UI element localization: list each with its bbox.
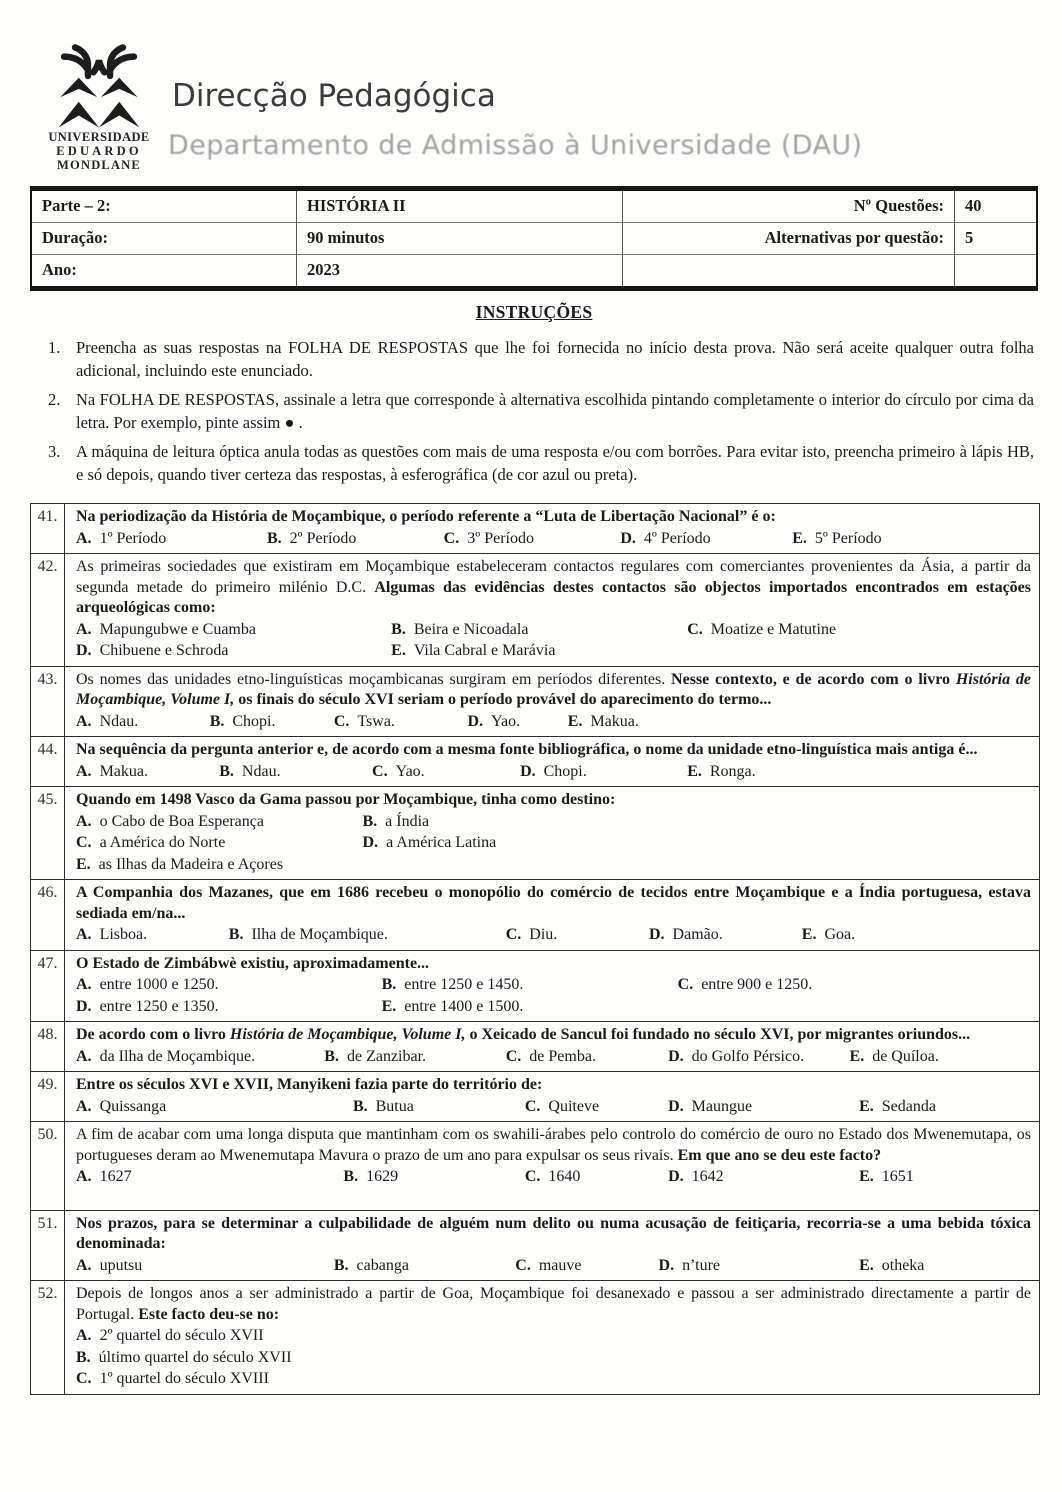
question-body [65, 1122, 1039, 1210]
question-stem [76, 1284, 1031, 1325]
option-43-c [334, 712, 468, 733]
options-row [76, 833, 1031, 854]
question-number: 41. [31, 504, 65, 553]
stem-segment: De acordo com o livro [76, 1026, 230, 1043]
option-letter: B. [352, 1097, 368, 1115]
option-42-d [76, 641, 391, 662]
question-number: 51. [31, 1211, 65, 1281]
question-number: 49. [31, 1072, 65, 1121]
option-text: entre 1000 e 1250. [99, 976, 219, 993]
option-text: Goa. [824, 926, 856, 943]
option-text: cabanga [356, 1256, 409, 1274]
option-letter: D. [668, 1097, 684, 1115]
question-stem [76, 954, 1031, 975]
option-text: Chibuene e Schroda [99, 642, 229, 659]
option-42-b [391, 620, 687, 641]
option-letter: B. [362, 812, 378, 830]
options-row [76, 975, 1031, 996]
option-letter: A. [76, 1327, 92, 1344]
option-44-a [76, 762, 219, 783]
option-letter: A. [76, 620, 92, 638]
stem-segment: Nos prazos, para se determinar a culpabilidade de alguém num delito ou numa acusação de feitiçaria, recorria-se a uma bebida tóxica denominada: [76, 1214, 1031, 1252]
option-49-c [525, 1097, 668, 1118]
option-text: Ndau. [241, 762, 281, 780]
option-46-a [76, 925, 229, 946]
stem-segment: Nesse contexto, e de acordo com o livro [671, 670, 956, 688]
option-text: Makua. [590, 712, 639, 730]
option-text: entre 900 e 1250. [701, 976, 813, 993]
option-letter: A. [76, 1168, 92, 1185]
stem-segment: O Estado de Zimbábwè existiu, aproximadamente... [76, 954, 430, 972]
option-letter: E. [801, 926, 817, 943]
option-text: da Ilha de Moçambique. [99, 1047, 256, 1065]
question-stem [76, 740, 1031, 761]
option-letter: B. [209, 712, 225, 730]
option-letter: E. [687, 762, 702, 780]
question-row [31, 1022, 1039, 1072]
logo-line2: EDUARDO [56, 144, 142, 158]
question-number: 42. [31, 554, 65, 666]
info-value-alternativas: 5 [954, 222, 1036, 254]
question-number: 46. [31, 880, 65, 950]
instructions-title: INSTRUÇÕES [475, 302, 593, 322]
question-body [65, 1072, 1039, 1121]
option-text: Vila Cabral e Marávia [413, 642, 556, 659]
option-letter: E. [76, 855, 91, 873]
stem-segment: A fim de acabar com uma longa disputa que mantinham com os swahili-árabes pelo controlo do comércio de ouro no Estado dos Mwenemutapa, os portugueses deram ao Mwenemutapa Mavura o prazo de um ano para expulsar os seus rivais. [76, 1126, 1031, 1164]
stem-segment: Quando em 1498 Vasco da Gama passou por Moçambique, tinha como destino: [76, 791, 616, 808]
option-text: entre 1250 e 1450. [404, 976, 524, 993]
stem-segment: Depois de longos anos a ser administrado a partir de Goa, Moçambique foi desanexado e passou a ser administrado directamente a partir de Portugal. [76, 1285, 1031, 1323]
option-42-e [391, 641, 555, 662]
question-body [65, 787, 1039, 879]
option-45-a [76, 812, 363, 833]
question-number: 44. [31, 737, 65, 786]
question-row [31, 737, 1039, 787]
question-row [31, 787, 1039, 880]
question-row [31, 504, 1039, 554]
option-47-b [382, 975, 678, 996]
option-letter: B. [219, 762, 234, 780]
options-row [76, 1348, 1031, 1369]
option-letter: E. [792, 529, 807, 547]
option-48-b [324, 1047, 505, 1068]
instruction-text: Na FOLHA DE RESPOSTAS, assinale a letra que corresponde à alternativa escolhida pintando completamente o interior do círculo por cima da letra. Por exemplo, pinte assim ● . [76, 389, 1034, 433]
option-text: mauve [538, 1256, 582, 1274]
option-text: 3º Período [467, 529, 534, 547]
option-47-e [382, 997, 524, 1018]
info-value-duracao: 90 minutos [296, 222, 622, 254]
option-50-d [668, 1167, 859, 1188]
option-42-a [76, 620, 391, 641]
question-stem [76, 670, 1031, 711]
options-row [76, 1369, 1031, 1390]
option-text: 1627 [99, 1168, 132, 1185]
option-49-b [353, 1097, 525, 1118]
instruction-text: Preencha as suas respostas na FOLHA DE RESPOSTAS que lhe foi fornecida no início desta prova. Não será aceite qualquer outra folha adicional, incluindo este enunciado. [76, 338, 1034, 381]
option-46-c [506, 925, 649, 946]
question-number: 50. [31, 1122, 65, 1210]
options-row [76, 1097, 1031, 1118]
question-stem [76, 1075, 1031, 1096]
question-row [31, 1122, 1039, 1211]
question-body [65, 1211, 1039, 1281]
option-text: 1629 [366, 1168, 399, 1185]
option-letter: C. [333, 712, 350, 730]
option-letter: B. [333, 1256, 349, 1274]
page-header [0, 0, 1062, 186]
option-49-d [668, 1097, 859, 1118]
option-text: n’ture [682, 1256, 721, 1274]
option-41-e [792, 529, 881, 550]
question-stem [76, 1125, 1031, 1166]
option-text: Mapungubwe e Cuamba [99, 620, 256, 638]
option-letter: C. [76, 834, 92, 851]
option-letter: C. [505, 926, 522, 943]
info-cell-empty2 [954, 254, 1036, 286]
option-text: Maungue [691, 1097, 753, 1115]
options-row [76, 712, 1031, 733]
question-stem [76, 557, 1031, 619]
instruction-number: 1. [48, 338, 61, 357]
option-text: entre 1400 e 1500. [404, 997, 524, 1015]
option-text: uputsu [99, 1256, 143, 1274]
option-text: Quissanga [99, 1097, 167, 1115]
question-body [65, 737, 1039, 786]
options-row [76, 925, 1031, 946]
logo-text [38, 130, 160, 172]
option-letter: B. [324, 1047, 339, 1065]
options-row [76, 529, 1031, 550]
option-text: último quartel do século XVII [98, 1348, 292, 1366]
options-row [76, 997, 1031, 1018]
option-46-e [802, 925, 855, 946]
option-letter: A. [76, 1047, 92, 1065]
option-letter: D. [620, 529, 636, 547]
option-text: de Zanzibar. [346, 1047, 427, 1065]
option-46-b [229, 925, 506, 946]
option-43-a [76, 712, 210, 733]
option-50-e [859, 1167, 914, 1188]
question-row [31, 554, 1039, 667]
option-51-a [76, 1256, 334, 1277]
option-letter: E. [567, 712, 583, 730]
option-text: otheka [881, 1256, 925, 1274]
question-stem [76, 1025, 1031, 1046]
option-letter: A. [76, 529, 92, 547]
option-45-c [76, 833, 363, 854]
stem-segment: Entre os séculos XVI e XVII, Manyikeni fazia parte do território de: [76, 1076, 543, 1093]
option-letter: A. [76, 926, 92, 943]
option-41-c [444, 529, 621, 550]
option-text: de Pemba. [529, 1047, 596, 1065]
option-43-e [568, 712, 639, 733]
question-body [65, 554, 1039, 666]
stem-segment: Os nomes das unidades etno-linguísticas moçambicanas surgiram em períodos diferentes. [76, 670, 672, 688]
option-text: Lisboa. [99, 926, 148, 943]
option-text: Tswa. [357, 712, 395, 730]
info-value-ano: 2023 [296, 254, 622, 286]
info-value-num-questoes: 40 [954, 191, 1036, 222]
option-letter: B. [228, 926, 244, 943]
option-letter: D. [668, 1168, 684, 1185]
options-row [76, 1326, 1031, 1347]
question-body [65, 1281, 1039, 1394]
question-body [65, 504, 1039, 553]
option-45-b [363, 812, 430, 833]
option-text: Quiteve [548, 1097, 600, 1115]
option-52-b [76, 1348, 292, 1369]
stem-segment: História de Moçambique, Volume I, [76, 670, 1031, 708]
option-letter: B. [381, 976, 397, 993]
option-50-b [343, 1167, 524, 1188]
info-value-subject: HISTÓRIA II [296, 191, 622, 222]
option-letter: C. [76, 1370, 92, 1387]
option-46-d [649, 925, 802, 946]
page-subtitle: Departamento de Admissão à Universidade (DAU) [168, 130, 863, 161]
option-49-e [859, 1097, 936, 1118]
question-row [31, 667, 1039, 738]
question-number: 48. [31, 1022, 65, 1071]
option-45-d [363, 833, 497, 854]
option-letter: C. [443, 529, 460, 547]
option-letter: C. [677, 976, 694, 993]
option-letter: D. [362, 834, 379, 851]
option-51-e [859, 1256, 924, 1277]
option-letter: A. [76, 762, 92, 780]
option-letter: E. [859, 1256, 874, 1274]
question-number: 47. [31, 951, 65, 1022]
instructions-section [30, 302, 1038, 492]
option-52-a [76, 1326, 264, 1347]
option-text: a América Latina [386, 834, 497, 851]
option-50-c [525, 1167, 668, 1188]
option-text: Ilha de Moçambique. [251, 926, 388, 943]
instruction-item [30, 388, 1038, 435]
option-text: a América do Norte [99, 834, 226, 851]
option-42-c [687, 620, 836, 641]
option-44-b [219, 762, 372, 783]
option-letter: C. [524, 1097, 541, 1115]
option-48-c [506, 1047, 668, 1068]
option-letter: A. [76, 812, 92, 830]
stem-segment: As primeiras sociedades que existiram em Moçambique estabeleceram contactos regulares com comerciantes provenientes da Ásia, a partir da segunda metade do primeiro milénio D.C. [76, 558, 1031, 596]
option-letter: A. [76, 712, 92, 730]
options-row [76, 641, 1031, 662]
option-text: Beira e Nicoadala [413, 620, 529, 638]
option-text: 4º Período [643, 529, 711, 547]
question-stem [76, 790, 1031, 811]
option-44-c [372, 762, 520, 783]
option-43-b [210, 712, 334, 733]
options-row [76, 1167, 1031, 1188]
option-letter: D. [648, 926, 665, 943]
info-label-alternativas: Alternativas por questão: [622, 222, 954, 254]
question-body [65, 667, 1039, 737]
option-letter: D. [668, 1047, 684, 1065]
option-letter: C. [524, 1168, 541, 1185]
option-52-c [76, 1369, 269, 1390]
instruction-text: A máquina de leitura óptica anula todas as questões com mais de uma resposta e/ou com borrões. Para evitar isto, preencha primeiro à lápis HB, e só depois, quando tiver certeza das respostas, à esferográfica (de cor azul ou preta). [76, 441, 1034, 485]
option-letter: E. [391, 642, 406, 659]
uem-logo [38, 44, 160, 172]
option-text: 1642 [691, 1168, 724, 1185]
option-text: de Quíloa. [872, 1047, 939, 1065]
option-text: 1651 [881, 1168, 914, 1185]
option-text: Moatize e Matutine [710, 620, 837, 638]
options-row [76, 762, 1031, 783]
question-body [65, 951, 1039, 1022]
option-text: do Golfo Pérsico. [691, 1047, 805, 1065]
option-text: 5º Período [814, 529, 882, 547]
question-number: 45. [31, 787, 65, 879]
option-text: 2º Período [289, 529, 357, 547]
option-letter: B. [391, 620, 406, 638]
option-48-a [76, 1047, 324, 1068]
option-letter: C. [515, 1256, 531, 1274]
option-text: Yao. [491, 712, 521, 730]
instruction-item [30, 336, 1038, 383]
stem-segment: os finais do século XVI seriam o período provável do aparecimento do termo... [234, 691, 772, 708]
option-44-d [520, 762, 687, 783]
options-row [76, 812, 1031, 833]
question-row [31, 951, 1039, 1023]
option-text: 1º Período [99, 529, 167, 547]
option-47-c [678, 975, 813, 996]
options-row [76, 1047, 1031, 1068]
option-letter: C. [505, 1047, 522, 1065]
option-letter: D. [76, 642, 92, 659]
question-body [65, 880, 1039, 950]
option-letter: D. [658, 1256, 675, 1274]
options-row [76, 620, 1031, 641]
instruction-number: 2. [48, 389, 61, 409]
option-letter: C. [687, 620, 703, 638]
option-text: Chopi. [543, 762, 587, 780]
options-row [76, 855, 1031, 876]
option-letter: E. [381, 997, 397, 1015]
logo-line1: UNIVERSIDADE [48, 130, 150, 144]
question-row [31, 880, 1039, 951]
info-label-parte: Parte – 2: [42, 196, 111, 215]
option-51-d [659, 1256, 860, 1277]
options-row [76, 1256, 1031, 1277]
question-stem [76, 507, 1031, 528]
option-letter: D. [520, 762, 536, 780]
option-43-d [468, 712, 568, 733]
option-text: o Cabo de Boa Esperança [99, 812, 264, 830]
instruction-number: 3. [48, 441, 61, 461]
option-49-a [76, 1097, 353, 1118]
option-text: Butua [375, 1097, 414, 1115]
option-letter: E. [859, 1097, 874, 1115]
option-text: Chopi. [232, 712, 276, 730]
info-label-num-questoes: Nº Questões: [622, 191, 954, 222]
option-text: Yao. [395, 762, 425, 780]
stem-segment: Na periodização da História de Moçambique, o período referente a “Luta de Libertação Nacional” é o: [76, 508, 776, 525]
question-stem [76, 883, 1031, 924]
question-row [31, 1281, 1039, 1395]
option-48-e [850, 1047, 939, 1068]
option-letter: A. [76, 1097, 92, 1115]
stem-segment: Em que ano se deu este facto? [677, 1146, 882, 1164]
option-text: Damão. [672, 926, 723, 943]
option-text: Ronga. [709, 762, 756, 780]
question-number: 52. [31, 1281, 65, 1394]
option-letter: D. [467, 712, 484, 730]
stem-segment: Na sequência da pergunta anterior e, de acordo com a mesma fonte bibliográfica, o nome da unidade etno-linguística mais antiga é... [76, 741, 978, 758]
option-text: 1º quartel do século XVIII [99, 1370, 269, 1387]
option-text: Sedanda [881, 1097, 936, 1115]
option-51-b [334, 1256, 515, 1277]
stem-segment: Algumas das evidências destes contactos são objectos importados encontrados em estações arqueológicas como: [76, 578, 1031, 616]
option-text: as Ilhas da Madeira e Açores [98, 855, 284, 873]
exam-info-table [30, 186, 1038, 291]
option-letter: E. [849, 1047, 865, 1065]
questions-table [30, 503, 1040, 1395]
option-41-b [267, 529, 444, 550]
question-row [31, 1211, 1039, 1282]
stem-segment: o Xeicado de Sancul foi fundado no século XVI, por migrantes oriundos... [465, 1026, 971, 1043]
stem-segment: A Companhia dos Mazanes, que em 1686 recebeu o monopólio do comércio de tecidos entre Moçambique e a Índia portuguesa, estava sediada em/na... [76, 884, 1031, 922]
option-text: a Índia [385, 812, 430, 830]
option-41-d [620, 529, 792, 550]
option-51-c [515, 1256, 658, 1277]
option-letter: D. [76, 997, 92, 1015]
option-45-e [76, 855, 283, 876]
option-letter: A. [76, 1256, 92, 1274]
instruction-item [30, 440, 1038, 487]
option-text: Ndau. [99, 712, 139, 730]
info-cell-empty1 [622, 254, 954, 286]
question-stem [76, 1214, 1031, 1255]
question-row [31, 1072, 1039, 1122]
option-text: Makua. [99, 762, 148, 780]
page-title: Direcção Pedagógica [172, 78, 496, 114]
uem-logo-icon [53, 44, 145, 130]
option-50-a [76, 1167, 343, 1188]
logo-line3: MONDLANE [57, 158, 141, 172]
question-body [65, 1022, 1039, 1071]
option-text: entre 1250 e 1350. [99, 997, 219, 1015]
question-number: 43. [31, 667, 65, 737]
option-letter: C. [372, 762, 388, 780]
option-letter: B. [343, 1168, 359, 1185]
option-48-d [668, 1047, 849, 1068]
option-text: 1640 [548, 1168, 581, 1185]
option-letter: B. [267, 529, 282, 547]
option-text: 2º quartel do século XVII [99, 1327, 264, 1344]
stem-segment: Este facto deu-se no: [138, 1305, 280, 1323]
stem-segment: História de Moçambique, Volume I, [229, 1026, 466, 1043]
info-label-ano: Ano: [32, 254, 296, 286]
option-letter: A. [76, 976, 92, 993]
option-44-e [687, 762, 755, 783]
info-label-duracao: Duração: [32, 222, 296, 254]
option-letter: B. [76, 1348, 91, 1366]
option-41-a [76, 529, 267, 550]
option-47-d [76, 997, 382, 1018]
option-47-a [76, 975, 382, 996]
option-letter: E. [859, 1168, 874, 1185]
option-text: Diu. [529, 926, 558, 943]
